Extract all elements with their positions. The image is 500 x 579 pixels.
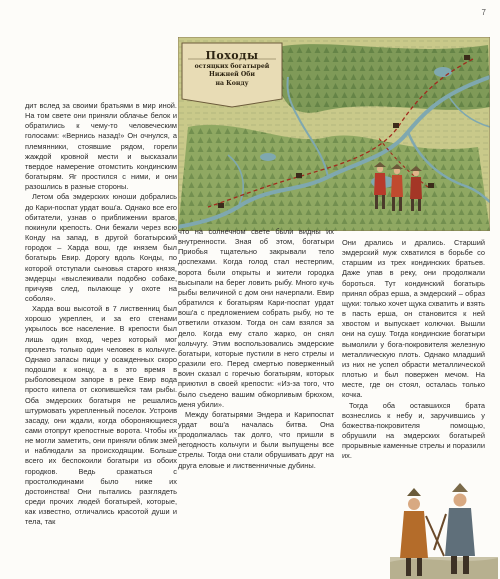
- text-column-2: [178, 227, 334, 567]
- map-title-sub-1: остяцких богатырей: [194, 63, 270, 70]
- paragraph: Они дрались и дрались. Старший эмдерский муж схватился в борьбе со старшим из трех кондинских братьев. Даже упав в реку, они продолжали бороться. Тут кондинский богатырь принял образ ерша, а эмдерский – образ щуки: только хочет щука схватить и взять в пасть ерша, он становится к ней хвостом и выпускает колючки. Вышли они на сушу. Тогда кондинские богатыри вымолили у бога-покровителя железную металлическую плоть. Однако младший из них не успел обрасти металлической плотью и был повержен мечом. На месте, где он стоял, осталась только кочка.: [342, 238, 485, 400]
- map-title-sub-2: Нижней Оби: [209, 71, 255, 79]
- map-illustration: [178, 37, 490, 231]
- paragraph: что на солнечном свете были видны их внутренности. Зная об этом, богатыри Приобья тщательно закрывали тело доспехами. Когда голод стал нестерпим, ворота были открыты и жители городка высыпали на берег ловить рыбу. Много кучь рыбы величиной с дом они начерпали. Евир обратился к богатырям Кари-поспат урдат вош'а с предложением собрать рыбу, но те ответили отказом. Тогда он сам взялся за дело. Когда ему стало жарко, он снял кольчугу. Этим воспользовались эмдерские богатыри, которые пустили в него стрелы и сразили его. Перед смертью поверженный воин сказал с горечью богатырям, которых приютил в своей крепости: «Из-за того, что было съедено вашим обжорливым брюхом, меня убили».: [178, 227, 334, 409]
- paragraph: дит вслед за своими братьями в мир иной. На том свете они приняли облачье белок и обратились к чему-то человеческим голосами: «Вернись назад!» Он очнулся, а племянники, стоявшие рядом, горели жаждой кровной мести и высказали твердое намерение отомстить кондинским богатырям. Яг простился с ними, и они разошлись в разные стороны.: [25, 101, 177, 192]
- map-title-sub-3: на Конду: [215, 79, 249, 87]
- map-drawing: [178, 37, 490, 231]
- paragraph: Летом оба эмдерских юноши добрались до Кари-поспат урдат вош'а. Однако все его обитатели, узнав о приближении врагов, покинули крепость. Они бежали через всю Конду на запад, в другой богатырский городок – Харда вош, где князем был богатырь Евир. Дорогу вдоль Конды, по которой отступали сыновья старого князя, эмдерцы «выслеживали подобно собаке, причуяв след, пылающе у охоте на соболя».: [25, 192, 177, 303]
- paragraph: Харда вош высотой в 7 лиственниц был хорошо укреплен, и за его стенами укрылось все население. В крепости был лишь один вход, через который мог пролезть только один человек в кольчуге. Однако запасы пищи у осажденных скоро подошли к концу, а в это время в рыболовецком запоре в реке Евир вода просто кипела от скопившейся там рыбы. Оба эмдерских богатыря не решались штурмовать укрепленный поселок. Устроив засаду, они ждали, когда обороняющиеся сами отопрут крепостные ворота. Чтобы их не могли заметить, они приняли облик змей и наблюдали за происходящим. Больше всего их беспокоили богатыри из обоих городков. Ведь сражаться с простолюдинами было ниже их достоинства! Они пытались разглядеть среди прочих людей богатырей, которые, как известно, отличались красотой души и тела, так: [25, 304, 177, 527]
- warriors-illustration: [390, 462, 498, 579]
- page-number: 7: [481, 8, 486, 17]
- map-title-main: Походы: [205, 49, 259, 62]
- warriors-drawing: [390, 462, 498, 579]
- paragraph: Тогда оба оставшихся брата вознеслись к небу и, заручившись у божества-покровителя помощью, обрушили на эмдерских богатырей прорывные каменные стрелы и поразили их.: [342, 400, 485, 461]
- paragraph: Между богатырями Эндера и Карипоспат урдат вош'а началась битва. Она продолжалась так долго, что пришли в негодность кольчуги и были выпущены все стрелы. Тогда они стали обрушивать друг на друга еловые и лиственничные дубины.: [178, 409, 334, 470]
- text-column-1: [25, 101, 177, 569]
- text-column-3: [342, 238, 485, 478]
